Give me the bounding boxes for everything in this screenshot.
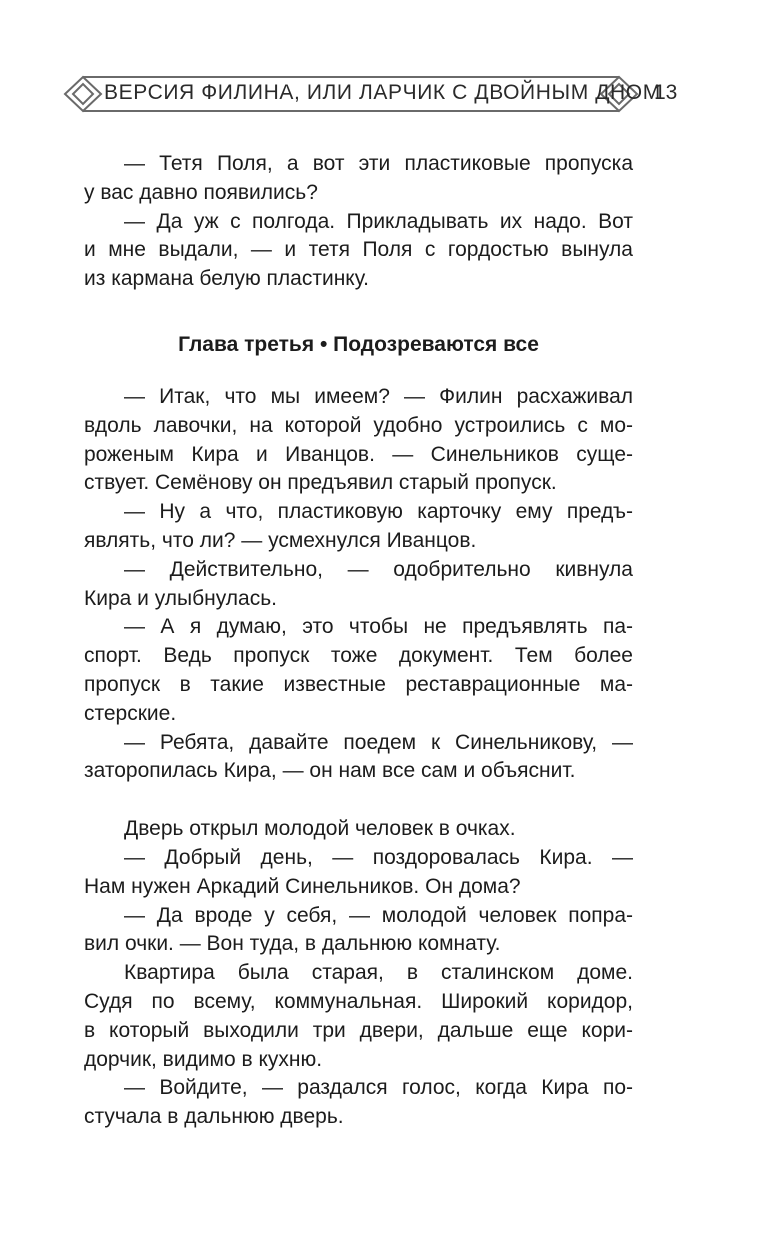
text-line: дорчик, видимо в кухню. [84, 1047, 323, 1071]
paragraph [84, 556, 633, 614]
section-break [84, 786, 633, 815]
page-number: 13 [654, 81, 678, 104]
text-line: ствует. Семёнову он предъявил старый пропуск. [84, 471, 557, 495]
text-line: — Действительно, — одобрительно кивнула [124, 557, 633, 581]
paragraph [84, 815, 633, 844]
text-section-2 [84, 383, 633, 786]
text-line: пропуск в такие известные реставрационные ма- [84, 672, 633, 696]
left-inner-diamond [73, 84, 93, 104]
text-line: вдоль лавочки, на которой удобно устроились с мо- [84, 413, 633, 437]
chapter-label: Глава третья [178, 332, 315, 356]
text-line: из кармана белую пластинку. [84, 267, 369, 291]
text-line: в который выходили три двери, дальше еще кори- [84, 1018, 633, 1042]
running-title: ВЕРСИЯ ФИЛИНА, ИЛИ ЛАРЧИК С ДВОЙНЫМ ДНОМ [104, 81, 661, 104]
paragraph [84, 383, 633, 498]
paragraph [84, 498, 633, 556]
paragraph [84, 613, 633, 728]
left-diamond-ornament [65, 77, 101, 111]
text-line: — Войдите, — раздался голос, когда Кира по- [124, 1076, 633, 1100]
running-header [62, 70, 698, 118]
text-line: и мне выдали, — и тетя Поля с гордостью вынула [84, 238, 633, 262]
text-line: — Итак, что мы имеем? — Филин расхаживал [124, 384, 633, 408]
paragraph [84, 844, 633, 902]
page-body [84, 150, 633, 1132]
text-line: Нам нужен Аркадий Синельников. Он дома? [84, 874, 521, 898]
text-line: у вас давно появились? [84, 180, 318, 204]
text-line: Судя по всему, коммунальная. Широкий коридор, [84, 989, 633, 1013]
text-line: являть, что ли? — усмехнулся Иванцов. [84, 528, 477, 552]
text-line: — Добрый день, — поздоровалась Кира. — [124, 845, 633, 869]
text-line: — Тетя Поля, а вот эти пластиковые пропуска [124, 152, 633, 175]
paragraph [84, 729, 633, 787]
text-line: Дверь открыл молодой человек в очках. [124, 817, 516, 841]
text-line: стерские. [84, 701, 177, 725]
text-line: спорт. Ведь пропуск тоже документ. Тем более [84, 644, 633, 668]
paragraph [84, 150, 633, 208]
text-line: — Ребята, давайте поедем к Синельникову, — [124, 730, 633, 754]
text-section-3 [84, 815, 633, 1132]
text-line: — Да уж с полгода. Прикладывать их надо. Вот [124, 209, 633, 233]
text-line: вил очки. — Вон туда, в дальнюю комнату. [84, 932, 501, 956]
text-line: роженым Кира и Иванцов. — Синельников суще- [84, 442, 633, 466]
text-line: стучала в дальнюю дверь. [84, 1105, 344, 1129]
paragraph [84, 208, 633, 294]
text-section-1 [84, 150, 633, 294]
chapter-heading [84, 331, 633, 359]
text-line: Квартира была старая, в сталинском доме. [124, 961, 633, 985]
paragraph [84, 902, 633, 960]
text-line: — Да вроде у себя, — молодой человек попра- [124, 903, 633, 927]
text-line: заторопилась Кира, — он нам все сам и объяснит. [84, 759, 576, 783]
text-line: — А я думаю, это чтобы не предъявлять па- [124, 615, 633, 639]
text-line: Кира и улыбнулась. [84, 586, 277, 610]
chapter-title: Подозреваются все [333, 332, 539, 356]
text-line: — Ну а что, пластиковую карточку ему предъ- [124, 500, 633, 524]
chapter-separator: • [319, 332, 328, 356]
paragraph [84, 959, 633, 1074]
paragraph [84, 1074, 633, 1132]
